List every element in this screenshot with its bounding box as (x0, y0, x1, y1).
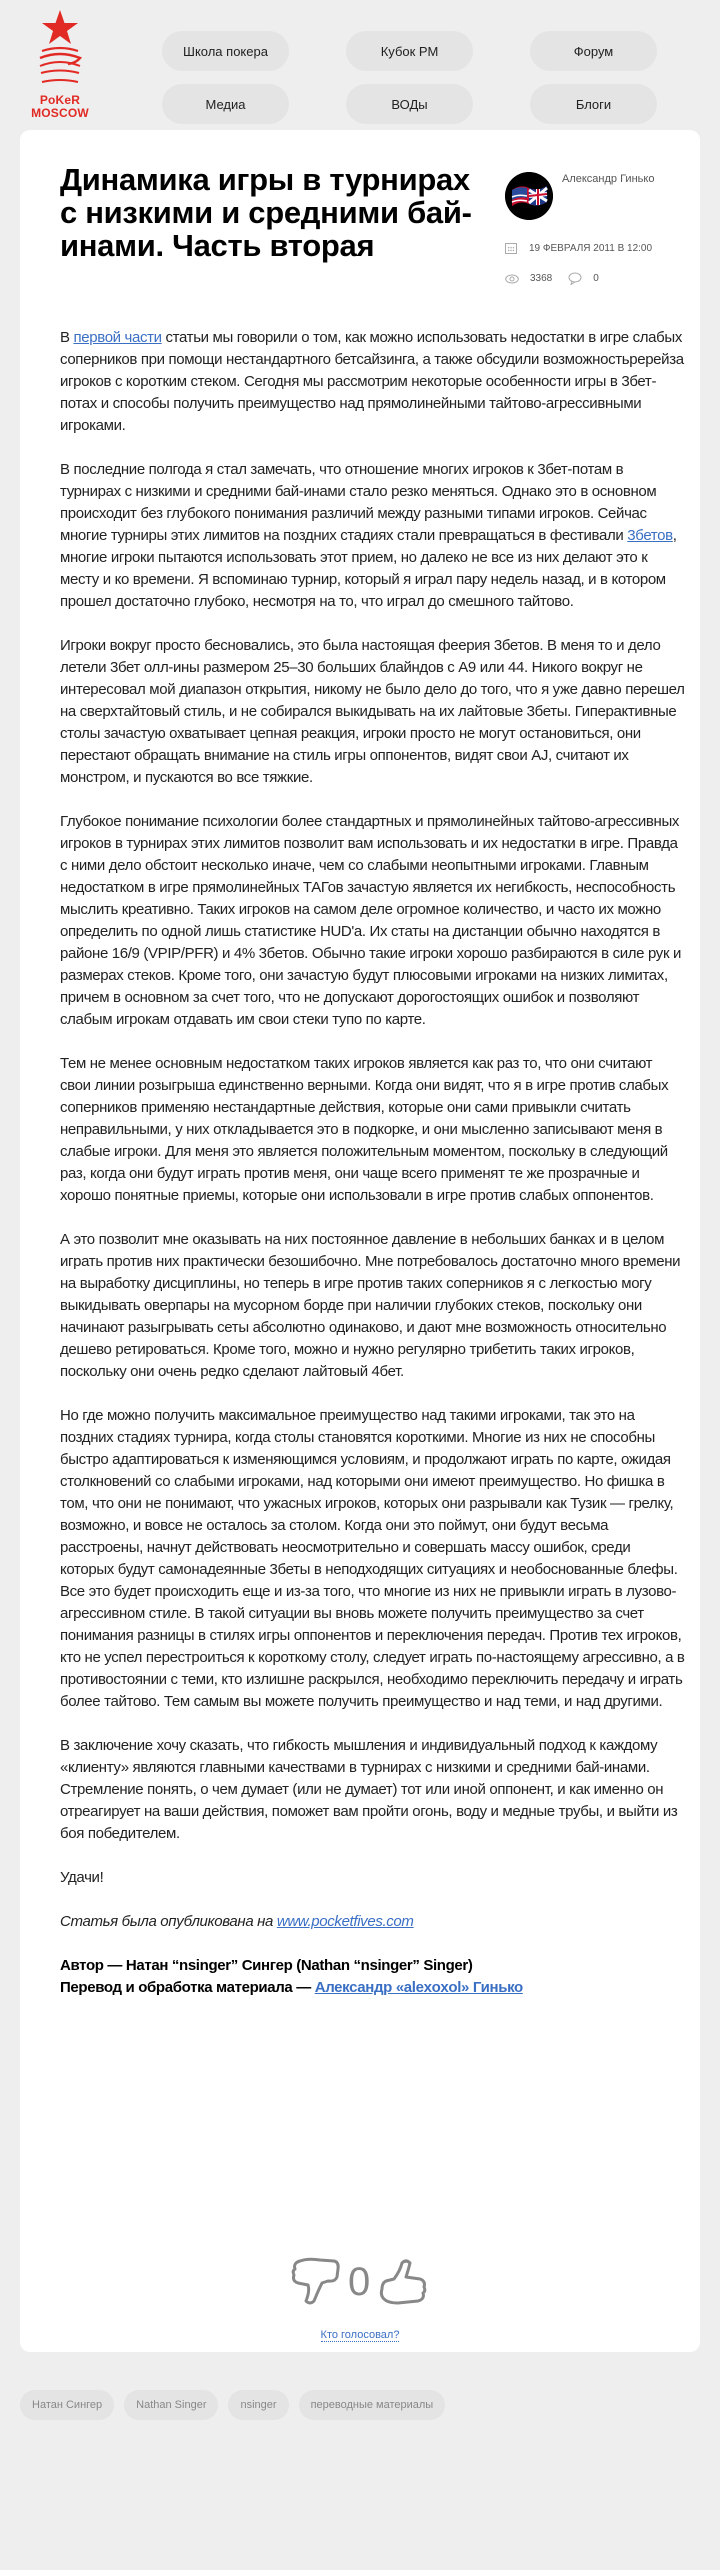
nav-vods[interactable]: ВОДы (346, 84, 473, 124)
post-date-text: 19 ФЕВРАЛЯ 2011 В 12:00 (529, 242, 653, 254)
article-body (60, 327, 685, 1999)
pocketfives-link[interactable]: www.pocketfives.com (276, 1913, 414, 1930)
comments-count: 0 (593, 273, 599, 284)
translator-link[interactable]: Александр «alexoxol» Гинько (314, 1979, 523, 1996)
source-note (60, 1911, 685, 1933)
text: , многие игроки пытаются использовать этот прием, но далеко не все из них делают это к месту и ко времени. Я вспоминаю турнир, который я играл пару недель назад, и в котором прошел достаточно глубоко, несмотря на то, что играл до смешного тайтово. (60, 527, 677, 610)
comment-icon (568, 272, 582, 285)
comments[interactable] (568, 272, 599, 285)
paragraph: Глубокое понимание психологии более стандартных и прямолинейных тайтово-агрессивных игроков в турнирах этих лимитов позволит вам использовать и их недостатки в игре. Правда с ними дело обстоит несколько иначе, чем со слабыми неопытными игроками. Главным недостатком в игре прямолинейных ТАГов зачастую является их негибкость, неспособность мыслить креативно. Таких игроков на самом деле огромное количество, и часто их можно определить по одной лишь статистике HUD'a. Их статы на дистанции обычно находятся в районе 16/9 (VPIP/PFR) и 4% 3бетов. Обычно такие игроки хорошо разбираются в силе рук и размерах стеков. Кроме того, они зачастую будут плюсовыми игроками на низких лимитах, причем в основном за счет того, что не допускают дорогостоящих ошибок и позволяют слабым игрокам отдавать им свои стеки тупо по карте. (60, 813, 682, 1028)
text: В (60, 329, 74, 346)
who-voted (20, 2325, 700, 2343)
nav-poker-school[interactable]: Школа покера (162, 31, 289, 71)
credits (60, 1955, 685, 1999)
author-name[interactable]: Александр Гинько (562, 173, 655, 185)
logo-text (26, 94, 94, 120)
text: Статья была опубликована на (60, 1913, 277, 1930)
paragraph (60, 459, 685, 613)
tag[interactable]: Nathan Singer (124, 2390, 218, 2420)
nav-media[interactable]: Медиа (162, 84, 289, 124)
tag[interactable]: переводные материалы (299, 2390, 446, 2420)
avatar[interactable] (505, 172, 553, 220)
tag[interactable]: nsinger (228, 2390, 288, 2420)
post-date (505, 242, 652, 254)
post-stats (505, 272, 615, 285)
credit-translation (60, 1977, 685, 1999)
vote-widget (20, 2257, 700, 2317)
paragraph: А это позволит мне оказывать на них постоянное давление в небольших банках и в целом играть против них практически безошибочно. Мне потребовалось достаточно много времени на выработку дисциплины, но теперь в игре против таких соперников я с легкостью могу выкидывать оверпары на мусорном борде при наличии глубоких стеков, поскольку они начинают разыгрывать сеты абсолютно одинаково, и дают мне возможность относительно дешево ретироваться. Кроме того, можно и нужно регулярно трибетить таких игроков, поскольку они очень редко сделают лайтовый 4бет. (60, 1231, 681, 1380)
tags (20, 2390, 445, 2420)
page-title: Динамика игры в турнирах с низкими и средними бай-инами. Часть вторая (60, 162, 472, 263)
calendar-icon (505, 242, 517, 254)
paragraph: Удачи! (60, 1869, 104, 1886)
credit-author: Автор — Натан “nsinger” Сингер (Nathan “nsinger” Singer) (60, 1957, 473, 1974)
vote-count: 0 (348, 2260, 371, 2304)
text: В последние полгода я стал замечать, что отношение многих игроков к 3бет-потам в турнирах с низкими и средними бай-инами стало резко меняться. Однако это в основном происходит без глубокого понимания различий между разными типами игроков. Сейчас многие турниры этих лимитов на поздних стадиях стали превращаться в фестивали (60, 461, 657, 544)
eye-icon (505, 274, 519, 284)
poker-moscow-logo[interactable] (26, 6, 94, 124)
star-tower-icon (26, 6, 94, 94)
paragraph: Тем не менее основным недостатком таких игроков является как раз то, что они считают свои линии розыгрыша единственно верными. Когда они видят, что я в игре против слабых соперников применяю нестандартные действия, которые они сами привыкли считать неправильными, у них откладывается это в подкорке, и они мысленно записывают меня в слабые игроки. Для меня это является положительным моментом, поскольку в следующий раз, когда они будут играть против меня, они чаще всего применят те же прозрачные и хорошо понятные приемы, которые они использовали в игре против слабых оппонентов. (60, 1055, 669, 1204)
views (505, 273, 552, 284)
text: Перевод и обработка материала — (60, 1979, 315, 1996)
logo-line2: MOSCOW (31, 106, 89, 120)
site-header (0, 0, 720, 130)
paragraph (60, 327, 685, 437)
3bet-link[interactable]: 3бетов (627, 527, 673, 544)
flag-avatar-icon (505, 172, 553, 220)
views-count: 3368 (530, 273, 553, 284)
main-nav (162, 31, 657, 124)
article-card (20, 130, 700, 2352)
nav-blogs[interactable]: Блоги (530, 84, 657, 124)
who-voted-link[interactable]: Кто голосовал? (320, 2329, 400, 2341)
paragraph: Но где можно получить максимальное преимущество над такими игроками, так это на поздних стадиях турнира, когда столы становятся короткими. Многие из них не способны быстро адаптироваться к изменяющимся условиям, и продолжают играть по карте, ожидая столкновений со слабыми игроками, над которыми они имеют преимущество. Но фишка в том, что они не понимают, что ужасных игроков, которых они разрывали как Тузик — грелку, возможно, и вовсе не осталось за столом. Когда они это поймут, они будут весьма расстроены, начнут действовать неосмотрительно и совершать массу ошибок, среди которых будут самонадеянные 3беты в неподходящих ситуациях и необоснованные блефы. Все это будет происходить еще и из-за того, что многие из них не привыкли играть в лузово-агрессивном стиле. В такой ситуации вы вновь можете получить преимущество за счет понимания разницы в стилях игры оппонентов и переключения передач. Против тех игроков, кто не успел перестроиться к короткому столу, следует играть по-настоящему агрессивно, а в противостоянии с теми, кто излишне раскрылся, необходимо переключить передачу и играть более тайтово. Тем самым вы можете получить преимущество и над теми, и над другими. (60, 1407, 685, 1710)
logo-line1: PoKeR (39, 93, 81, 107)
text: статьи мы говорили о том, как можно использовать недостатки в игре слабых соперников при помощи нестандартного бетсайзинга, а также обсудили возможностьререйза игроков с коротким стеком. Сегодня мы рассмотрим некоторые особенности игры в 3бет-потах и способы получить преимущество над прямолинейными тайтово-агрессивными игроками. (60, 329, 684, 434)
thumbs-up-icon[interactable] (376, 2257, 428, 2307)
nav-forum[interactable]: Форум (530, 31, 657, 71)
first-part-link[interactable]: первой части (73, 329, 162, 346)
paragraph: Игроки вокруг просто бесновались, это была настоящая феерия 3бетов. В меня то и дело летели 3бет олл-ины размером 25–30 больших блайндов с A9 или 44. Никого вокруг не интересовал мой диапазон открытия, никому не было дело до того, что я уже давно перешел на сверхтайтовый стиль, и не собирался выкидывать на их лайтовые 3беты. Гиперактивные столы зачастую охватывает цепная реакция, игроки просто не могут остановиться, они перестают обращать внимание на стиль игры оппонентов, видят свои AJ, считают их монстром, и пускаются во все тяжкие. (60, 637, 685, 786)
nav-rm-cup[interactable]: Кубок РМ (346, 31, 473, 71)
tag[interactable]: Натан Сингер (20, 2390, 114, 2420)
thumbs-down-icon[interactable] (290, 2257, 342, 2307)
paragraph: В заключение хочу сказать, что гибкость мышления и индивидуальный подход к каждому «клиенту» являются главными качествами в турнирах с низкими и средними бай-инами. Стремление понять, о чем думает (или не думает) тот или иной оппонент, и как именно он отреагирует на ваши действия, поможет вам пройти огонь, воду и медные трубы, и выйти из боя победителем. (60, 1737, 678, 1842)
